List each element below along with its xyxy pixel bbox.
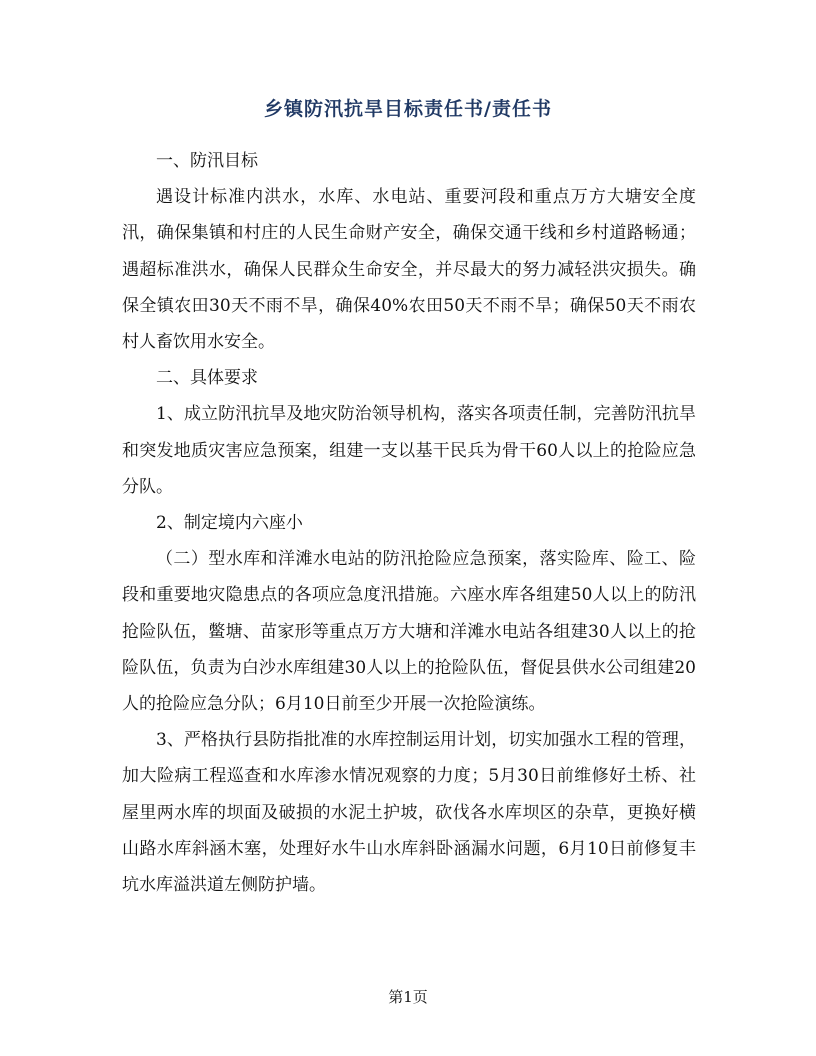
paragraph-requirement-2-continued: （二）型水库和洋滩水电站的防汛抢险应急预案，落实险库、险工、险段和重要地灾隐患点的各项应急度汛措施。六座水库各组建50人以上的防汛抢险队伍，鳖塘、苗家形等重点万方大塘和洋滩水电站各组建30人以上的抢险队伍，负责为白沙水库组建30人以上的抢险队伍，督促县供水公司组建20人的抢险应急分队；6月10日前至少开展一次抢险演练。 xyxy=(122,549,696,715)
paragraph-requirement-2: 2、制定境内六座小 xyxy=(156,513,303,534)
paragraph-requirement-3: 3、严格执行县防指批准的水库控制运用计划，切实加强水工程的管理，加大险病工程巡查和水库渗水情况观察的力度；5月30日前维修好土桥、社屋里两水库的坝面及破损的水泥土护坡，砍伐各水库坝区的杂草，更换好横山路水库斜涵木塞，处理好水牛山水库斜卧涵漏水问题，6月10日前修复丰坑水库溢洪道左侧防护墙。 xyxy=(122,730,696,896)
document-body xyxy=(122,143,696,903)
paragraph-requirement-1: 1、成立防汛抗旱及地灾防治领导机构，落实各项责任制，完善防汛抗旱和突发地质灾害应急预案，组建一支以基干民兵为骨干60人以上的抢险应急分队。 xyxy=(122,404,696,497)
section-heading-flood-goals: 一、防汛目标 xyxy=(156,151,258,171)
document-title: 乡镇防汛抗旱目标责任书/责任书 xyxy=(264,98,552,120)
paragraph-flood-goals: 遇设计标准内洪水，水库、水电站、重要河段和重点万方大塘安全度汛，确保集镇和村庄的人民生命财产安全，确保交通干线和乡村道路畅通；遇超标准洪水，确保人民群众生命安全，并尽最大的努力减轻洪灾损失。确保全镇农田30天不雨不旱，确保40%农田50天不雨不旱；确保50天不雨农村人畜饮用水安全。 xyxy=(122,187,696,353)
page-number: 第1页 xyxy=(388,988,428,1006)
section-heading-requirements: 二、具体要求 xyxy=(156,368,258,389)
